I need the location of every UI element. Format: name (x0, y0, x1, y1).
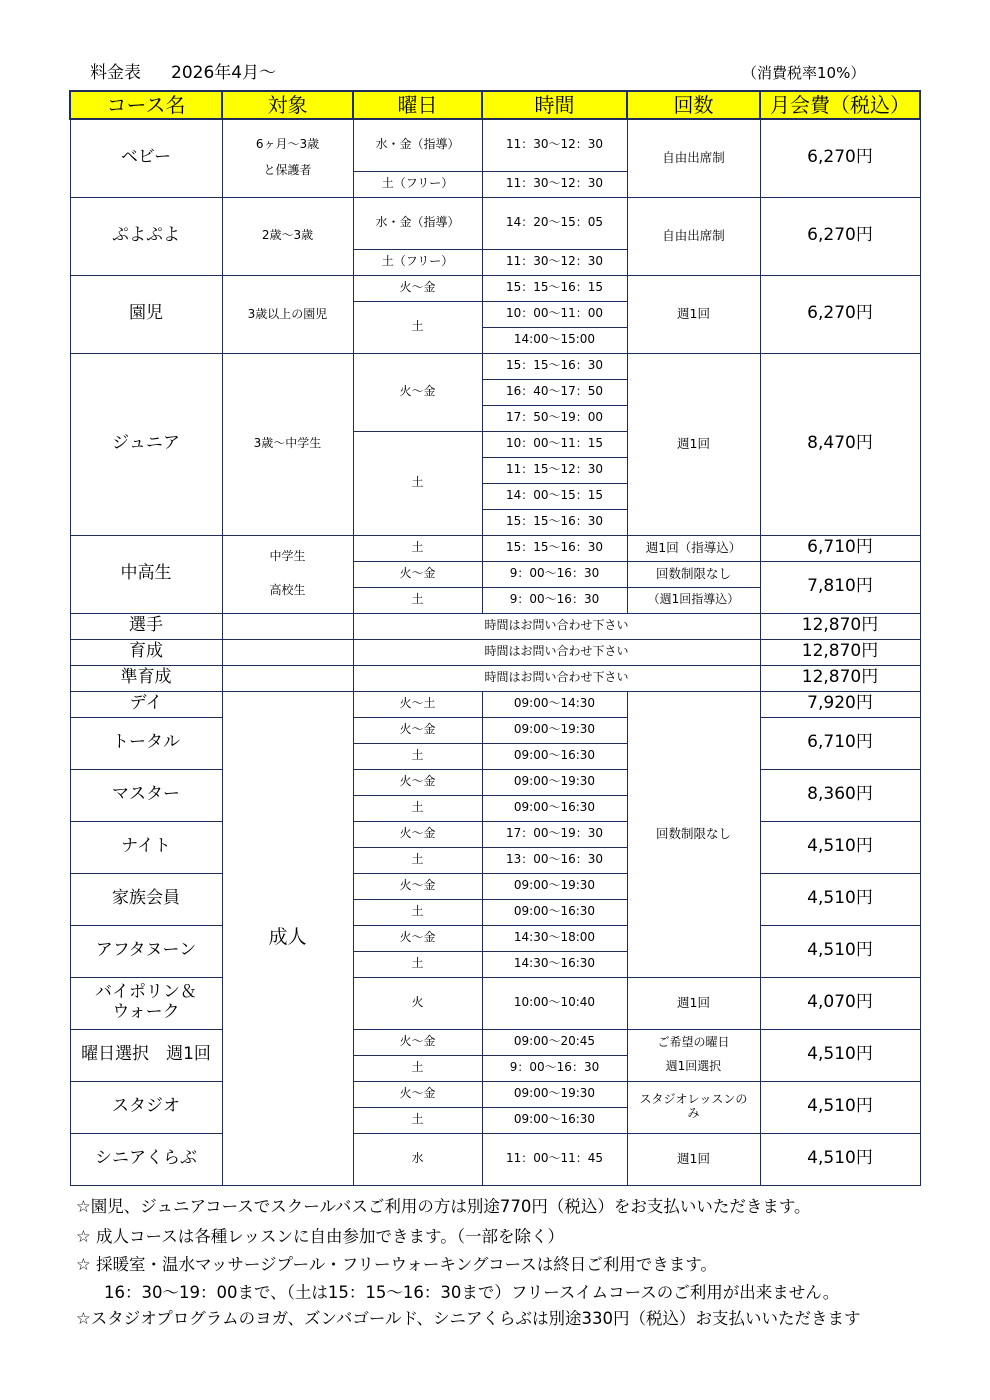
course-time: 14：00～15：15 (482, 483, 627, 509)
course-time: 11：15～12：30 (482, 457, 627, 483)
course-fee: 6,270円 (760, 275, 920, 353)
course-day: 土 (353, 951, 482, 977)
course-time: 10:00～10:40 (482, 977, 627, 1029)
note-line: ☆スタジオプログラムのヨガ、ズンバゴールド、シニアくらぶは別途330円（税込）お支払いいただきます (76, 1309, 861, 1328)
page-title (90, 58, 306, 83)
course-fee: 6,270円 (760, 197, 920, 275)
table-row (70, 119, 920, 171)
course-fee: 6,710円 (760, 717, 920, 769)
course-note: 時間はお問い合わせ下さい (353, 613, 760, 639)
course-fee: 4,510円 (760, 873, 920, 925)
course-target (222, 613, 353, 639)
target-line: と保護者 (263, 163, 312, 178)
course-day: 火～金 (353, 1081, 482, 1107)
target-line: 6ヶ月～3歳 (255, 137, 320, 152)
course-time: 09:00～16:30 (482, 743, 627, 769)
course-name: ぷよぷよ (70, 197, 222, 275)
course-day: 土 (353, 899, 482, 925)
col-course: コース名 (70, 91, 222, 119)
count-line: み (687, 1106, 700, 1120)
count-line: ご希望の曜日 (657, 1035, 730, 1050)
course-time: 14:30～16:30 (482, 951, 627, 977)
course-day: 土 (353, 587, 482, 613)
course-day: 土 (353, 535, 482, 561)
course-name: 家族会員 (70, 873, 222, 925)
course-time: 16：40～17：50 (482, 379, 627, 405)
course-time: 14:30～18:00 (482, 925, 627, 951)
table-row (70, 665, 920, 691)
course-count (627, 1081, 760, 1133)
course-name: トータル (70, 717, 222, 769)
course-fee: 7,920円 (760, 691, 920, 717)
course-name: 曜日選択 週1回 (70, 1029, 222, 1081)
course-time: 15：15～16：30 (482, 509, 627, 535)
course-note: 時間はお問い合わせ下さい (353, 665, 760, 691)
count-line: 週1回選択 (665, 1059, 722, 1073)
course-time: 11：30～12：30 (482, 171, 627, 197)
table-row (70, 639, 920, 665)
course-day: 火～金 (353, 275, 482, 301)
table-row (70, 1081, 920, 1107)
course-count: 回数制限なし (627, 691, 760, 977)
course-time: 09:00～16:30 (482, 1107, 627, 1133)
course-fee: 4,510円 (760, 1133, 920, 1185)
course-day: 水・金（指導） (353, 119, 482, 171)
course-day: 土 (353, 795, 482, 821)
table-row (70, 691, 920, 717)
course-day: 火～金 (353, 821, 482, 847)
col-fee: 月会費（税込） (760, 91, 920, 119)
course-time: 14：20～15：05 (482, 197, 627, 249)
course-name: ベビー (70, 119, 222, 197)
course-time: 09:00～16:30 (482, 795, 627, 821)
table-row (70, 925, 920, 951)
course-target (222, 665, 353, 691)
course-name: アフタヌーン (70, 925, 222, 977)
course-fee: 4,510円 (760, 1029, 920, 1081)
course-time: 09:00～16:30 (482, 899, 627, 925)
note-line: ☆ 成人コースは各種レッスンに自由参加できます。（一部を除く） (76, 1227, 564, 1246)
table-row (70, 717, 920, 743)
table-row (70, 821, 920, 847)
course-time: 11：30～12：30 (482, 249, 627, 275)
course-day: 水・金（指導） (353, 197, 482, 249)
course-fee: 4,510円 (760, 925, 920, 977)
course-time: 09:00～19:30 (482, 717, 627, 743)
course-count: 週1回 (627, 353, 760, 535)
col-time: 時間 (482, 91, 627, 119)
course-day: 火～土 (353, 691, 482, 717)
table-row (70, 275, 920, 301)
course-name: 中高生 (70, 535, 222, 613)
course-day: 火～金 (353, 353, 482, 431)
course-fee: 4,070円 (760, 977, 920, 1029)
course-name: 準育成 (70, 665, 222, 691)
target-line: 高校生 (269, 583, 306, 597)
course-day: 土 (353, 431, 482, 535)
course-note: 時間はお問い合わせ下さい (353, 639, 760, 665)
course-name: マスター (70, 769, 222, 821)
course-name: 選手 (70, 613, 222, 639)
table-row (70, 197, 920, 249)
table-row (70, 977, 920, 1029)
table-header-row (70, 91, 920, 119)
course-time: 09:00～14:30 (482, 691, 627, 717)
course-count: 自由出席制 (627, 197, 760, 275)
course-day: 火 (353, 977, 482, 1029)
course-count: 週1回（指導込） (627, 535, 760, 561)
table-row (70, 769, 920, 795)
course-time: 11：00～11：45 (482, 1133, 627, 1185)
course-name: デイ (70, 691, 222, 717)
effective-date: 2026年4月～ (171, 63, 277, 83)
course-day: 土 (353, 743, 482, 769)
course-time: 10：00～11：00 (482, 301, 627, 327)
note-line: ☆ 採暖室・温水マッサージプール・フリーウォーキングコースは終日ご利用できます。 (76, 1255, 717, 1274)
course-fee: 4,510円 (760, 821, 920, 873)
course-time: 09:00～19:30 (482, 1081, 627, 1107)
col-target: 対象 (222, 91, 353, 119)
course-day: 火～金 (353, 561, 482, 587)
course-target (222, 535, 353, 613)
table-row (70, 1133, 920, 1185)
course-day: 火～金 (353, 1029, 482, 1055)
course-count: （週1回指導込） (627, 587, 760, 613)
course-fee: 8,470円 (760, 353, 920, 535)
count-line: スタジオレッスンの (639, 1092, 748, 1107)
course-fee: 6,270円 (760, 119, 920, 197)
course-name: スタジオ (70, 1081, 222, 1133)
course-day: 火～金 (353, 717, 482, 743)
course-day: 火～金 (353, 769, 482, 795)
course-time: 09:00～20:45 (482, 1029, 627, 1055)
course-time: 9：00～16：30 (482, 587, 627, 613)
course-time: 13：00～16：30 (482, 847, 627, 873)
course-target: 3歳～中学生 (222, 353, 353, 535)
course-name-line: ウォーク (112, 1002, 180, 1022)
course-fee: 4,510円 (760, 1081, 920, 1133)
course-fee: 6,710円 (760, 535, 920, 561)
course-count: 週1回 (627, 275, 760, 353)
course-target: 2歳～3歳 (222, 197, 353, 275)
course-time: 11：30～12：30 (482, 119, 627, 171)
course-name: 園児 (70, 275, 222, 353)
course-day: 土（フリー） (353, 249, 482, 275)
course-day: 土 (353, 1055, 482, 1081)
course-fee: 12,870円 (760, 639, 920, 665)
course-time: 9：00～16：30 (482, 1055, 627, 1081)
course-target (222, 119, 353, 197)
course-day: 土（フリー） (353, 171, 482, 197)
course-day: 火～金 (353, 873, 482, 899)
note-line: ☆園児、ジュニアコースでスクールバスご利用の方は別途770円（税込）をお支払いいただきます。 (76, 1197, 811, 1216)
note-line: 16：30～19：00まで、（土は15：15～16：30まで）フリースイムコースのご利用が出来ません。 (104, 1283, 840, 1302)
course-day: 水 (353, 1133, 482, 1185)
tax-note: （消費税率10%） (742, 64, 866, 82)
target-line: 中学生 (269, 549, 306, 564)
col-day: 曜日 (353, 91, 482, 119)
course-name (70, 977, 222, 1029)
course-count: 回数制限なし (627, 561, 760, 587)
course-name: ジュニア (70, 353, 222, 535)
course-fee: 8,360円 (760, 769, 920, 821)
course-target: 成人 (222, 691, 353, 1185)
course-time: 15：15～16：15 (482, 275, 627, 301)
course-time: 14:00～15:00 (482, 327, 627, 353)
table-row (70, 353, 920, 379)
course-fee: 7,810円 (760, 561, 920, 613)
course-count (627, 1029, 760, 1081)
table-row (70, 613, 920, 639)
table-row (70, 535, 920, 561)
col-count: 回数 (627, 91, 760, 119)
course-day: 土 (353, 1107, 482, 1133)
course-name: シニアくらぶ (70, 1133, 222, 1185)
course-fee: 12,870円 (760, 613, 920, 639)
course-name: ナイト (70, 821, 222, 873)
course-fee: 12,870円 (760, 665, 920, 691)
course-target (222, 639, 353, 665)
course-time: 17：00～19：30 (482, 821, 627, 847)
course-time: 10：00～11：15 (482, 431, 627, 457)
fee-table (69, 90, 921, 1186)
table-row (70, 1029, 920, 1055)
course-time: 17：50～19：00 (482, 405, 627, 431)
course-time: 09:00～19:30 (482, 873, 627, 899)
course-name-line: バイポリン＆ (95, 982, 197, 1003)
course-count: 週1回 (627, 977, 760, 1029)
course-time: 09:00～19:30 (482, 769, 627, 795)
course-count: 週1回 (627, 1133, 760, 1185)
title-text: 料金表 (90, 63, 141, 83)
course-day: 火～金 (353, 925, 482, 951)
course-time: 9：00～16：30 (482, 561, 627, 587)
course-time: 15：15～16：30 (482, 535, 627, 561)
course-name: 育成 (70, 639, 222, 665)
course-day: 土 (353, 301, 482, 353)
table-row (70, 873, 920, 899)
course-target: 3歳以上の園児 (222, 275, 353, 353)
course-time: 15：15～16：30 (482, 353, 627, 379)
course-day: 土 (353, 847, 482, 873)
course-count: 自由出席制 (627, 119, 760, 197)
